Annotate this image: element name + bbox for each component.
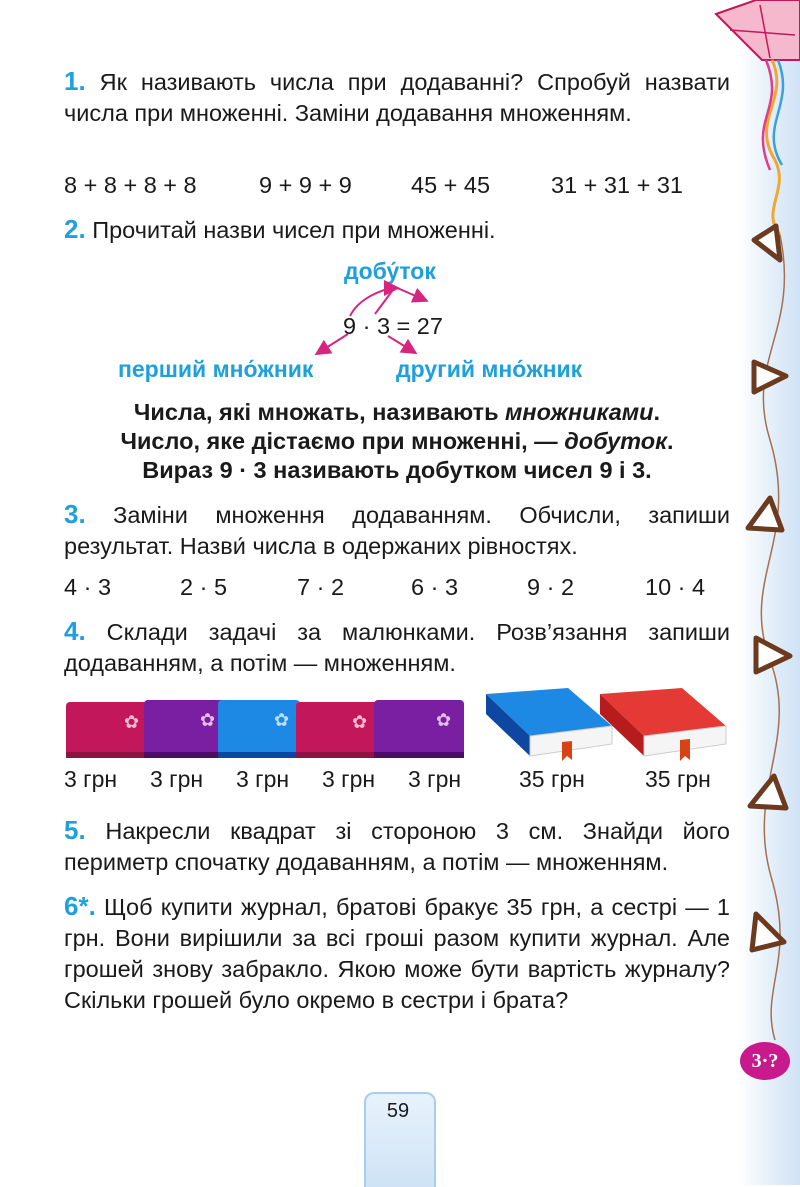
product-term: добу́ток	[344, 258, 436, 284]
expression: 9 · 2	[527, 574, 575, 600]
notebook-price: 3 грн	[408, 766, 462, 792]
term-factors: множниками	[505, 399, 654, 425]
arrow-to-second-factor	[388, 336, 414, 352]
task-4-illustrations	[0, 680, 740, 765]
rule-line-3: Вираз 9 · 3 називають добутком чисел 9 і 3.	[142, 457, 652, 483]
notebook-price: 3 грн	[322, 766, 376, 792]
arrow-to-product	[375, 287, 395, 314]
task-text: Накресли квадрат зі стороною 3 см. Знайди його периметр спочатку додаванням, а потім — множенням.	[64, 818, 730, 875]
arrow-to-product	[395, 287, 425, 300]
arrow-to-first-factor	[318, 334, 348, 353]
svg-text:✿: ✿	[352, 712, 368, 733]
notebook-price: 3 грн	[150, 766, 204, 792]
task-text: Прочитай назви чисел при множенні.	[92, 217, 496, 243]
expression: 2 · 5	[180, 574, 228, 600]
notebook-image	[218, 700, 300, 758]
expression: 45 + 45	[411, 172, 491, 198]
first-factor-term: перший мно́жник	[118, 356, 314, 382]
task-text: Як називають числа при додаванні? Спробуй назвати числа при множенні. Заміни додавання множенням.	[64, 69, 731, 126]
book-price: 35 грн	[645, 766, 711, 792]
notebook-image	[66, 702, 148, 758]
task-4	[64, 616, 730, 679]
second-factor-term: другий мно́жник	[396, 356, 583, 382]
task-5	[64, 815, 730, 878]
expression: 9 + 9 + 9	[259, 172, 352, 198]
task-number: 3.	[64, 499, 86, 529]
diagram-arrows	[0, 0, 800, 400]
rule-line-2: Число, яке дістаємо при множенні, — добуток.	[120, 428, 674, 454]
notebook-price: 3 грн	[236, 766, 290, 792]
multiplication-equation: 9 · 3 = 27	[343, 313, 443, 339]
task-number: 1.	[64, 66, 86, 96]
task-number: 5.	[64, 815, 86, 845]
svg-text:✿: ✿	[436, 710, 452, 731]
term-product: добуток	[564, 428, 667, 454]
task-text: Склади задачі за малюнками. Розв’язання запиши додаванням, а потім — множенням.	[64, 619, 730, 676]
book-image-blue	[486, 688, 612, 761]
svg-text:✿: ✿	[274, 710, 290, 731]
task-number: 2.	[64, 214, 86, 244]
task-6	[64, 891, 730, 1016]
expression: 10 · 4	[645, 574, 706, 600]
notebook-image	[296, 702, 378, 758]
task-3	[64, 499, 730, 562]
expression: 31 + 31 + 31	[551, 172, 683, 198]
book-price: 35 грн	[519, 766, 585, 792]
page-number: 59	[386, 1100, 410, 1122]
triangle-bow-icon	[748, 498, 782, 530]
svg-text:✿: ✿	[124, 712, 140, 733]
notebook-price: 3 грн	[64, 766, 118, 792]
task-text: Заміни множення додаванням. Обчисли, запиши результат. Назви́ числа в одержаних рівностях.	[64, 502, 730, 559]
task-number: 4.	[64, 616, 86, 646]
task-number: 6*.	[64, 891, 96, 921]
notebook-image	[374, 700, 464, 758]
expression: 8 + 8 + 8 + 8	[64, 172, 197, 198]
math-logo-icon: 3·?	[740, 1042, 790, 1080]
expression: 6 · 3	[411, 574, 459, 600]
triangle-bow-icon	[750, 776, 786, 808]
expression: 7 · 2	[297, 574, 345, 600]
task-text: Щоб купити журнал, братові бракує 35 грн, а сестрі — 1 грн. Вони вирішили за всі гроші разом купити журнал. Але грошей знову забракло. Якою може бути вартість журналу? Скільки грошей було окремо в сестри і брата?	[64, 894, 730, 1013]
expression: 4 · 3	[64, 574, 112, 600]
book-image-red	[600, 688, 726, 761]
rule-line-1: Числа, які множать, називають множниками.	[133, 399, 661, 425]
svg-text:✿: ✿	[200, 710, 216, 731]
notebook-image	[144, 700, 226, 758]
